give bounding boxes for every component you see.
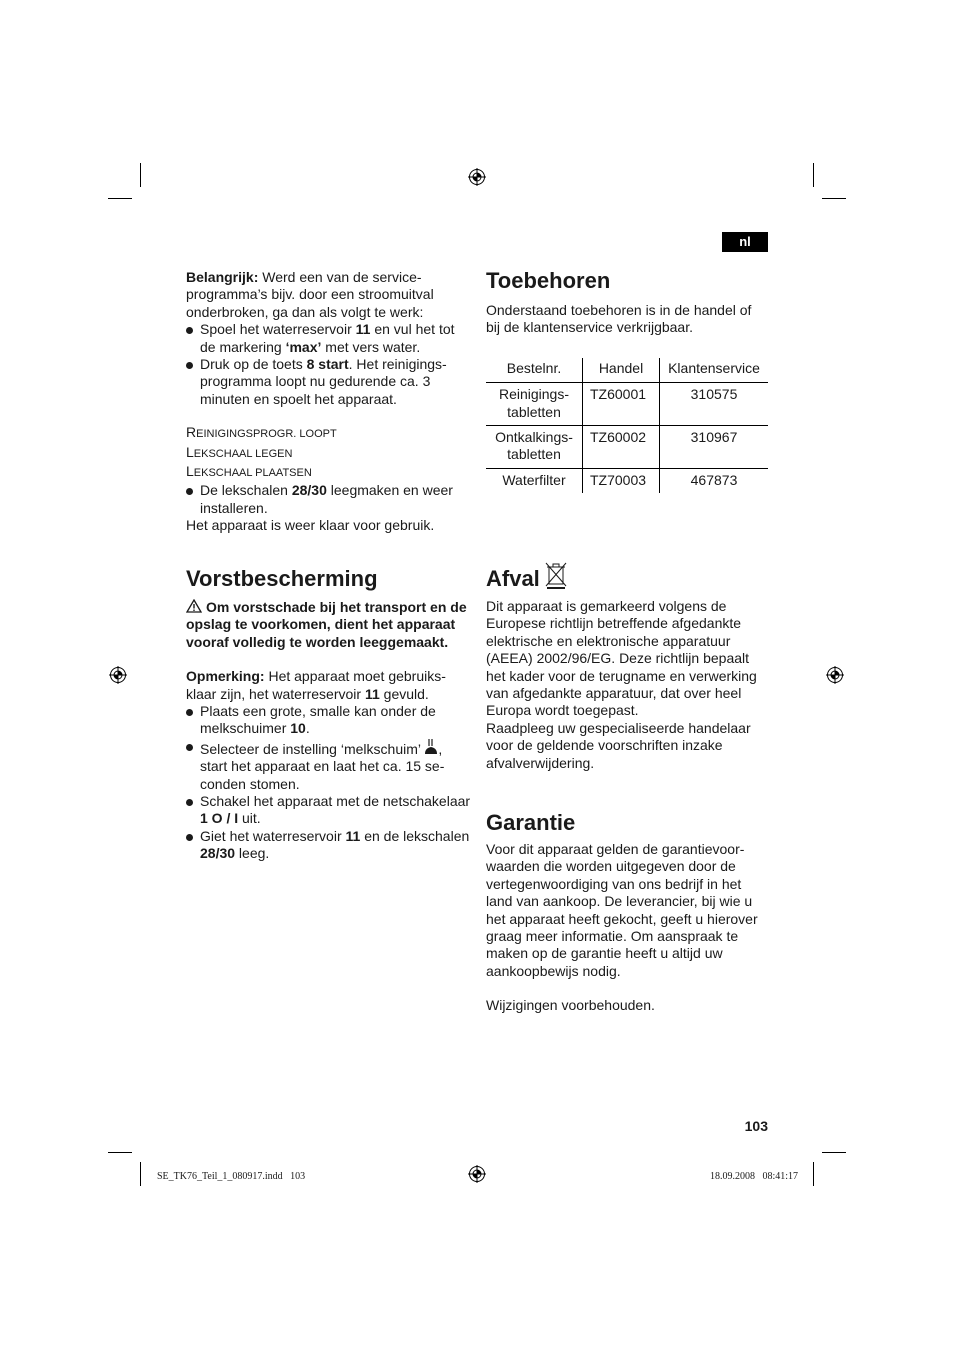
table-row: Reinigings-tabletten TZ60001 310575 (486, 383, 768, 426)
section-title: Afval (486, 566, 540, 591)
crop-mark (140, 1162, 141, 1186)
warranty-section (486, 810, 768, 1015)
accessories-text: Onderstaand toebehoren is in de handel of bij de klantenservice verkrijgbaar. (486, 302, 752, 336)
table-header-row (486, 358, 768, 383)
list-item: Selecteer de instelling ‘melkschuim’ , start het apparaat en laat het ca. 15 se-conden stomen. (186, 738, 471, 793)
section-title: Toebehoren (486, 268, 611, 293)
intro-lead: Belangrijk: (186, 269, 259, 285)
display-messages (186, 424, 471, 482)
language-tab: nl (722, 232, 768, 252)
section-title: Vorstbescherming (186, 566, 378, 591)
list-item: De lekschalen 28/30 leegmaken en weer installeren. (186, 482, 471, 517)
waste-text: Dit apparaat is gemarkeerd volgens de Europese richtlijn betreffende afgedankte elektrische en elektronische apparatuur (AEEA) 2002/96/EG. Deze richtlijn bepaalt het kader voor de terugname en verwerking van afgedankte apparatuur, dat over heel Europa wordt toegepast. (486, 598, 757, 719)
display-line: LEKSCHAAL LEGEN (186, 443, 293, 460)
waste-section (486, 558, 768, 772)
display-line: REINIGINGSPROGR. LOOPT (186, 424, 337, 441)
page-number: 103 (744, 1118, 768, 1134)
intro-bullets (186, 321, 471, 408)
warning-paragraph: Om vorstschade bij het transport en de opslag te voorkomen, dient het apparaat vooraf volledig te worden leeggemaakt. (186, 599, 467, 650)
intro-paragraph (186, 269, 471, 321)
accessories-table (486, 358, 768, 493)
list-item: Schakel het apparaat met de netschakelaar 1 O / I uit. (186, 793, 471, 828)
crop-mark (140, 163, 141, 187)
ready-text: Het apparaat is weer klaar voor gebruik. (186, 517, 435, 534)
list-item: Druk op de toets 8 start. Het reinigings-programma loopt nu gedurende ca. 3 minuten en spoelt het apparaat. (186, 356, 471, 408)
list-item: Spoel het waterreservoir 11 en vul het tot de markering ‘max’ met vers water. (186, 321, 471, 356)
crossed-bin-icon (544, 562, 568, 590)
crop-mark (822, 1152, 846, 1153)
registration-mark-icon (826, 666, 844, 684)
display-line: LEKSCHAAL PLAATSEN (186, 463, 312, 480)
column-header: Handel (583, 358, 660, 383)
crop-mark (813, 1162, 814, 1186)
left-column (186, 269, 471, 535)
crop-mark (108, 1152, 132, 1153)
registration-mark-icon (468, 1165, 486, 1183)
intro-text: Werd een van de service-programma’s bijv. door een stroomuitval onderbroken, ga dan als volgt te werk: (186, 269, 434, 320)
registration-mark-icon (109, 666, 127, 684)
crop-mark (813, 163, 814, 187)
registration-mark-icon (468, 168, 486, 186)
crop-mark (108, 198, 132, 199)
frost-section (186, 566, 471, 863)
list-item: Giet het waterreservoir 11 en de lekschalen 28/30 leeg. (186, 828, 471, 863)
section-title: Garantie (486, 810, 576, 835)
table-row: Waterfilter TZ70003 467873 (486, 468, 768, 493)
accessories-section (486, 268, 768, 493)
list-item: Plaats een grote, smalle kan onder de melkschuimer 10. (186, 703, 471, 738)
footer-filename: SE_TK76_Teil_1_080917.indd 103 (157, 1171, 306, 1182)
warranty-text: Voor dit apparaat gelden de garantievoor-waarden die worden uitgegeven door de vertegenwoordiging van ons bedrijf in het land van aankoop. De leverancier, bij wie u het apparaat heeft gekocht, geeft u hierover graag meer informatie. Om aanspraak te maken op de garantie heeft u altijd uw aankoopbewijs nodig. (486, 841, 758, 979)
column-header: Bestelnr. (486, 358, 583, 383)
display-bullets (186, 482, 471, 517)
crop-mark (822, 198, 846, 199)
table-row: Ontkalkings-tabletten TZ60002 310967 (486, 426, 768, 469)
reserved-text: Wijzigingen voorbehouden. (486, 997, 655, 1014)
waste-text-2: Raadpleeg uw gespecialiseerde handelaar voor de geldende voorschriften inzake afvalverwijdering. (486, 719, 751, 771)
column-header: Klantenservice (660, 358, 769, 383)
warning-triangle-icon (186, 599, 202, 613)
note-paragraph: Opmerking: Het apparaat moet gebruiks-klaar zijn, het waterreservoir 11 gevuld. (186, 668, 446, 702)
footer-timestamp: 18.09.2008 08:41:17 (709, 1171, 798, 1182)
milk-froth-icon (424, 738, 438, 756)
frost-bullets (186, 703, 471, 863)
